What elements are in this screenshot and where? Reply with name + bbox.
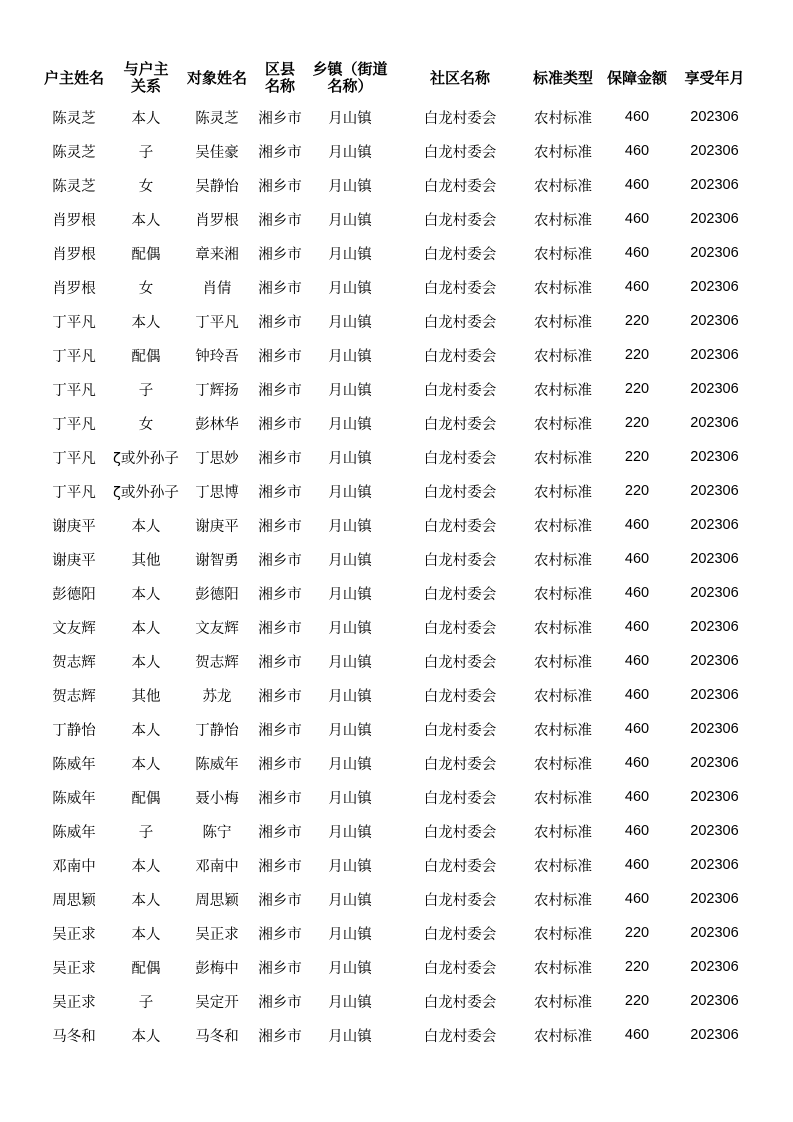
community-cell: 白龙村委会 [423, 620, 497, 637]
amount-cell: 220 [624, 925, 650, 941]
relationship-cell: 配偶 [131, 790, 161, 807]
table-row [36, 406, 755, 440]
township-cell: 月山镇 [328, 552, 372, 569]
table-row [36, 678, 755, 712]
recipient-name-cell: 陈威年 [195, 756, 239, 773]
township-cell: 月山镇 [328, 926, 372, 943]
month-cell: 202306 [690, 823, 739, 839]
standard-type-cell: 农村标准 [534, 110, 592, 127]
householder-name-cell: 谢庚平 [52, 552, 96, 569]
county-cell: 湘乡市 [258, 688, 302, 705]
community-cell: 白龙村委会 [423, 178, 497, 195]
county-cell: 湘乡市 [258, 756, 302, 773]
county-cell: 湘乡市 [258, 858, 302, 875]
month-cell: 202306 [690, 449, 739, 465]
table-row [36, 508, 755, 542]
community-cell: 白龙村委会 [423, 1028, 497, 1045]
standard-type-cell: 农村标准 [534, 790, 592, 807]
relationship-cell: 其他 [131, 688, 161, 705]
householder-name-cell: 吴正求 [52, 960, 96, 977]
amount-cell: 460 [624, 143, 650, 159]
header-community: 社区名称 [429, 68, 490, 87]
amount-cell: 460 [624, 211, 650, 227]
householder-name-cell: 肖罗根 [52, 246, 96, 263]
township-cell: 月山镇 [328, 314, 372, 331]
month-cell: 202306 [690, 415, 739, 431]
assistance-roster-table [36, 56, 755, 1052]
relationship-cell: 本人 [131, 518, 161, 535]
community-cell: 白龙村委会 [423, 688, 497, 705]
county-cell: 湘乡市 [258, 314, 302, 331]
township-cell: 月山镇 [328, 416, 372, 433]
table-row [36, 270, 755, 304]
relationship-cell: 女 [138, 416, 154, 433]
community-cell: 白龙村委会 [423, 246, 497, 263]
amount-cell: 220 [624, 313, 650, 329]
amount-cell: 460 [624, 857, 650, 873]
county-cell: 湘乡市 [258, 348, 302, 365]
recipient-name-cell: 马冬和 [195, 1028, 239, 1045]
relationship-cell: 子 [138, 824, 154, 841]
community-cell: 白龙村委会 [423, 858, 497, 875]
householder-name-cell: 肖罗根 [52, 212, 96, 229]
header-amount: 保障金额 [606, 68, 667, 87]
recipient-name-cell: 贺志辉 [195, 654, 239, 671]
township-cell: 月山镇 [328, 586, 372, 603]
standard-type-cell: 农村标准 [534, 280, 592, 297]
county-cell: 湘乡市 [258, 246, 302, 263]
header-householder-name: 户主姓名 [43, 68, 104, 87]
recipient-name-cell: 陈灵芝 [195, 110, 239, 127]
table-row [36, 474, 755, 508]
community-cell: 白龙村委会 [423, 926, 497, 943]
table-row [36, 882, 755, 916]
householder-name-cell: 陈威年 [52, 824, 96, 841]
relationship-cell: ζ或外孙子 [113, 484, 179, 501]
relationship-cell: 女 [138, 178, 154, 195]
amount-cell: 220 [624, 449, 650, 465]
table-row [36, 440, 755, 474]
recipient-name-cell: 丁思博 [195, 484, 239, 501]
recipient-name-cell: 吴正求 [195, 926, 239, 943]
table-row [36, 712, 755, 746]
amount-cell: 460 [624, 721, 650, 737]
standard-type-cell: 农村标准 [534, 382, 592, 399]
recipient-name-cell: 章来湘 [195, 246, 239, 263]
recipient-name-cell: 周思颖 [195, 892, 239, 909]
relationship-cell: 本人 [131, 654, 161, 671]
month-cell: 202306 [690, 517, 739, 533]
standard-type-cell: 农村标准 [534, 1028, 592, 1045]
township-cell: 月山镇 [328, 790, 372, 807]
county-cell: 湘乡市 [258, 960, 302, 977]
relationship-cell: 子 [138, 144, 154, 161]
recipient-name-cell: 丁静怡 [195, 722, 239, 739]
amount-cell: 220 [624, 993, 650, 1009]
table-row [36, 950, 755, 984]
county-cell: 湘乡市 [258, 178, 302, 195]
township-cell: 月山镇 [328, 892, 372, 909]
standard-type-cell: 农村标准 [534, 586, 592, 603]
township-cell: 月山镇 [328, 144, 372, 161]
standard-type-cell: 农村标准 [534, 450, 592, 467]
standard-type-cell: 农村标准 [534, 688, 592, 705]
township-cell: 月山镇 [328, 960, 372, 977]
month-cell: 202306 [690, 1027, 739, 1043]
recipient-name-cell: 肖倩 [202, 280, 232, 297]
month-cell: 202306 [690, 619, 739, 635]
householder-name-cell: 丁平凡 [52, 314, 96, 331]
county-cell: 湘乡市 [258, 620, 302, 637]
month-cell: 202306 [690, 245, 739, 261]
standard-type-cell: 农村标准 [534, 178, 592, 195]
standard-type-cell: 农村标准 [534, 416, 592, 433]
householder-name-cell: 陈威年 [52, 756, 96, 773]
recipient-name-cell: 丁辉扬 [195, 382, 239, 399]
table-row [36, 134, 755, 168]
community-cell: 白龙村委会 [423, 144, 497, 161]
community-cell: 白龙村委会 [423, 280, 497, 297]
amount-cell: 460 [624, 585, 650, 601]
standard-type-cell: 农村标准 [534, 960, 592, 977]
relationship-cell: 配偶 [131, 246, 161, 263]
recipient-name-cell: 苏龙 [202, 688, 232, 705]
month-cell: 202306 [690, 551, 739, 567]
header-recipient-name: 对象姓名 [186, 68, 247, 87]
standard-type-cell: 农村标准 [534, 994, 592, 1011]
header-standard-type: 标准类型 [532, 68, 593, 87]
relationship-cell: 本人 [131, 212, 161, 229]
householder-name-cell: 周思颖 [52, 892, 96, 909]
county-cell: 湘乡市 [258, 892, 302, 909]
township-cell: 月山镇 [328, 110, 372, 127]
county-cell: 湘乡市 [258, 212, 302, 229]
amount-cell: 220 [624, 483, 650, 499]
month-cell: 202306 [690, 109, 739, 125]
standard-type-cell: 农村标准 [534, 246, 592, 263]
township-cell: 月山镇 [328, 858, 372, 875]
recipient-name-cell: 丁平凡 [195, 314, 239, 331]
standard-type-cell: 农村标准 [534, 484, 592, 501]
table-row [36, 814, 755, 848]
amount-cell: 220 [624, 381, 650, 397]
amount-cell: 460 [624, 109, 650, 125]
standard-type-cell: 农村标准 [534, 314, 592, 331]
community-cell: 白龙村委会 [423, 348, 497, 365]
householder-name-cell: 陈灵芝 [52, 144, 96, 161]
amount-cell: 460 [624, 891, 650, 907]
amount-cell: 220 [624, 347, 650, 363]
table-row [36, 168, 755, 202]
county-cell: 湘乡市 [258, 110, 302, 127]
month-cell: 202306 [690, 959, 739, 975]
amount-cell: 460 [624, 517, 650, 533]
standard-type-cell: 农村标准 [534, 858, 592, 875]
county-cell: 湘乡市 [258, 484, 302, 501]
standard-type-cell: 农村标准 [534, 892, 592, 909]
month-cell: 202306 [690, 755, 739, 771]
recipient-name-cell: 肖罗根 [195, 212, 239, 229]
county-cell: 湘乡市 [258, 654, 302, 671]
recipient-name-cell: 丁思妙 [195, 450, 239, 467]
month-cell: 202306 [690, 211, 739, 227]
township-cell: 月山镇 [328, 178, 372, 195]
township-cell: 月山镇 [328, 620, 372, 637]
township-cell: 月山镇 [328, 212, 372, 229]
township-cell: 月山镇 [328, 348, 372, 365]
month-cell: 202306 [690, 925, 739, 941]
community-cell: 白龙村委会 [423, 382, 497, 399]
community-cell: 白龙村委会 [423, 824, 497, 841]
standard-type-cell: 农村标准 [534, 348, 592, 365]
relationship-cell: 配偶 [131, 348, 161, 365]
relationship-cell: 本人 [131, 110, 161, 127]
amount-cell: 460 [624, 619, 650, 635]
month-cell: 202306 [690, 891, 739, 907]
township-cell: 月山镇 [328, 994, 372, 1011]
amount-cell: 460 [624, 245, 650, 261]
county-cell: 湘乡市 [258, 1028, 302, 1045]
township-cell: 月山镇 [328, 654, 372, 671]
relationship-cell: 本人 [131, 722, 161, 739]
table-row [36, 916, 755, 950]
householder-name-cell: 吴正求 [52, 926, 96, 943]
householder-name-cell: 吴正求 [52, 994, 96, 1011]
householder-name-cell: 丁平凡 [52, 450, 96, 467]
householder-name-cell: 丁平凡 [52, 416, 96, 433]
county-cell: 湘乡市 [258, 144, 302, 161]
amount-cell: 460 [624, 279, 650, 295]
amount-cell: 460 [624, 823, 650, 839]
relationship-cell: 其他 [131, 552, 161, 569]
recipient-name-cell: 彭梅中 [195, 960, 239, 977]
month-cell: 202306 [690, 347, 739, 363]
township-cell: 月山镇 [328, 450, 372, 467]
table-row [36, 338, 755, 372]
township-cell: 月山镇 [328, 722, 372, 739]
relationship-cell: 本人 [131, 620, 161, 637]
month-cell: 202306 [690, 279, 739, 295]
recipient-name-cell: 吴定开 [195, 994, 239, 1011]
householder-name-cell: 文友辉 [52, 620, 96, 637]
standard-type-cell: 农村标准 [534, 144, 592, 161]
table-row [36, 202, 755, 236]
community-cell: 白龙村委会 [423, 756, 497, 773]
recipient-name-cell: 吴静怡 [195, 178, 239, 195]
recipient-name-cell: 陈宁 [202, 824, 232, 841]
amount-cell: 220 [624, 959, 650, 975]
relationship-cell: 配偶 [131, 960, 161, 977]
amount-cell: 460 [624, 177, 650, 193]
header-county: 区县 名称 [264, 60, 295, 95]
standard-type-cell: 农村标准 [534, 620, 592, 637]
township-cell: 月山镇 [328, 756, 372, 773]
county-cell: 湘乡市 [258, 586, 302, 603]
householder-name-cell: 邓南中 [52, 858, 96, 875]
householder-name-cell: 陈灵芝 [52, 110, 96, 127]
table-row [36, 304, 755, 338]
relationship-cell: 本人 [131, 756, 161, 773]
relationship-cell: 本人 [131, 926, 161, 943]
township-cell: 月山镇 [328, 1028, 372, 1045]
householder-name-cell: 彭德阳 [52, 586, 96, 603]
recipient-name-cell: 邓南中 [195, 858, 239, 875]
relationship-cell: 本人 [131, 1028, 161, 1045]
community-cell: 白龙村委会 [423, 110, 497, 127]
community-cell: 白龙村委会 [423, 654, 497, 671]
township-cell: 月山镇 [328, 280, 372, 297]
amount-cell: 460 [624, 1027, 650, 1043]
amount-cell: 460 [624, 755, 650, 771]
relationship-cell: 子 [138, 382, 154, 399]
table-row [36, 372, 755, 406]
householder-name-cell: 丁平凡 [52, 348, 96, 365]
header-township: 乡镇（街道 名称） [312, 60, 388, 95]
standard-type-cell: 农村标准 [534, 552, 592, 569]
county-cell: 湘乡市 [258, 552, 302, 569]
county-cell: 湘乡市 [258, 382, 302, 399]
township-cell: 月山镇 [328, 246, 372, 263]
recipient-name-cell: 彭德阳 [195, 586, 239, 603]
community-cell: 白龙村委会 [423, 450, 497, 467]
month-cell: 202306 [690, 721, 739, 737]
community-cell: 白龙村委会 [423, 892, 497, 909]
table-row [36, 1018, 755, 1052]
community-cell: 白龙村委会 [423, 722, 497, 739]
township-cell: 月山镇 [328, 484, 372, 501]
standard-type-cell: 农村标准 [534, 722, 592, 739]
relationship-cell: 本人 [131, 314, 161, 331]
month-cell: 202306 [690, 857, 739, 873]
table-row [36, 746, 755, 780]
county-cell: 湘乡市 [258, 824, 302, 841]
recipient-name-cell: 吴佳豪 [195, 144, 239, 161]
month-cell: 202306 [690, 653, 739, 669]
county-cell: 湘乡市 [258, 280, 302, 297]
community-cell: 白龙村委会 [423, 994, 497, 1011]
table-row [36, 848, 755, 882]
householder-name-cell: 丁平凡 [52, 382, 96, 399]
recipient-name-cell: 彭林华 [195, 416, 239, 433]
standard-type-cell: 农村标准 [534, 926, 592, 943]
relationship-cell: 子 [138, 994, 154, 1011]
township-cell: 月山镇 [328, 688, 372, 705]
householder-name-cell: 陈威年 [52, 790, 96, 807]
table-row [36, 576, 755, 610]
householder-name-cell: 丁平凡 [52, 484, 96, 501]
month-cell: 202306 [690, 687, 739, 703]
community-cell: 白龙村委会 [423, 484, 497, 501]
amount-cell: 460 [624, 789, 650, 805]
amount-cell: 460 [624, 653, 650, 669]
amount-cell: 460 [624, 687, 650, 703]
standard-type-cell: 农村标准 [534, 518, 592, 535]
recipient-name-cell: 聂小梅 [195, 790, 239, 807]
month-cell: 202306 [690, 143, 739, 159]
county-cell: 湘乡市 [258, 450, 302, 467]
relationship-cell: 女 [138, 280, 154, 297]
county-cell: 湘乡市 [258, 790, 302, 807]
community-cell: 白龙村委会 [423, 314, 497, 331]
standard-type-cell: 农村标准 [534, 824, 592, 841]
standard-type-cell: 农村标准 [534, 212, 592, 229]
standard-type-cell: 农村标准 [534, 756, 592, 773]
relationship-cell: 本人 [131, 586, 161, 603]
table-row [36, 236, 755, 270]
householder-name-cell: 谢庚平 [52, 518, 96, 535]
householder-name-cell: 肖罗根 [52, 280, 96, 297]
community-cell: 白龙村委会 [423, 416, 497, 433]
month-cell: 202306 [690, 789, 739, 805]
relationship-cell: 本人 [131, 858, 161, 875]
relationship-cell: ζ或外孙子 [113, 450, 179, 467]
township-cell: 月山镇 [328, 824, 372, 841]
community-cell: 白龙村委会 [423, 212, 497, 229]
table-header-row [36, 56, 755, 100]
table-body [36, 100, 755, 1052]
month-cell: 202306 [690, 381, 739, 397]
relationship-cell: 本人 [131, 892, 161, 909]
county-cell: 湘乡市 [258, 518, 302, 535]
community-cell: 白龙村委会 [423, 518, 497, 535]
community-cell: 白龙村委会 [423, 790, 497, 807]
header-month: 享受年月 [684, 68, 745, 87]
month-cell: 202306 [690, 483, 739, 499]
township-cell: 月山镇 [328, 382, 372, 399]
township-cell: 月山镇 [328, 518, 372, 535]
table-row [36, 644, 755, 678]
county-cell: 湘乡市 [258, 926, 302, 943]
community-cell: 白龙村委会 [423, 552, 497, 569]
householder-name-cell: 陈灵芝 [52, 178, 96, 195]
householder-name-cell: 丁静怡 [52, 722, 96, 739]
table-row [36, 610, 755, 644]
householder-name-cell: 马冬和 [52, 1028, 96, 1045]
table-row [36, 780, 755, 814]
recipient-name-cell: 谢庚平 [195, 518, 239, 535]
table-row [36, 984, 755, 1018]
householder-name-cell: 贺志辉 [52, 688, 96, 705]
householder-name-cell: 贺志辉 [52, 654, 96, 671]
month-cell: 202306 [690, 585, 739, 601]
table-row [36, 100, 755, 134]
table-row [36, 542, 755, 576]
recipient-name-cell: 钟玲吾 [195, 348, 239, 365]
community-cell: 白龙村委会 [423, 586, 497, 603]
recipient-name-cell: 文友辉 [195, 620, 239, 637]
county-cell: 湘乡市 [258, 994, 302, 1011]
month-cell: 202306 [690, 993, 739, 1009]
amount-cell: 460 [624, 551, 650, 567]
county-cell: 湘乡市 [258, 722, 302, 739]
month-cell: 202306 [690, 313, 739, 329]
header-relationship: 与户主 关系 [123, 60, 169, 95]
county-cell: 湘乡市 [258, 416, 302, 433]
recipient-name-cell: 谢智勇 [195, 552, 239, 569]
community-cell: 白龙村委会 [423, 960, 497, 977]
amount-cell: 220 [624, 415, 650, 431]
standard-type-cell: 农村标准 [534, 654, 592, 671]
month-cell: 202306 [690, 177, 739, 193]
